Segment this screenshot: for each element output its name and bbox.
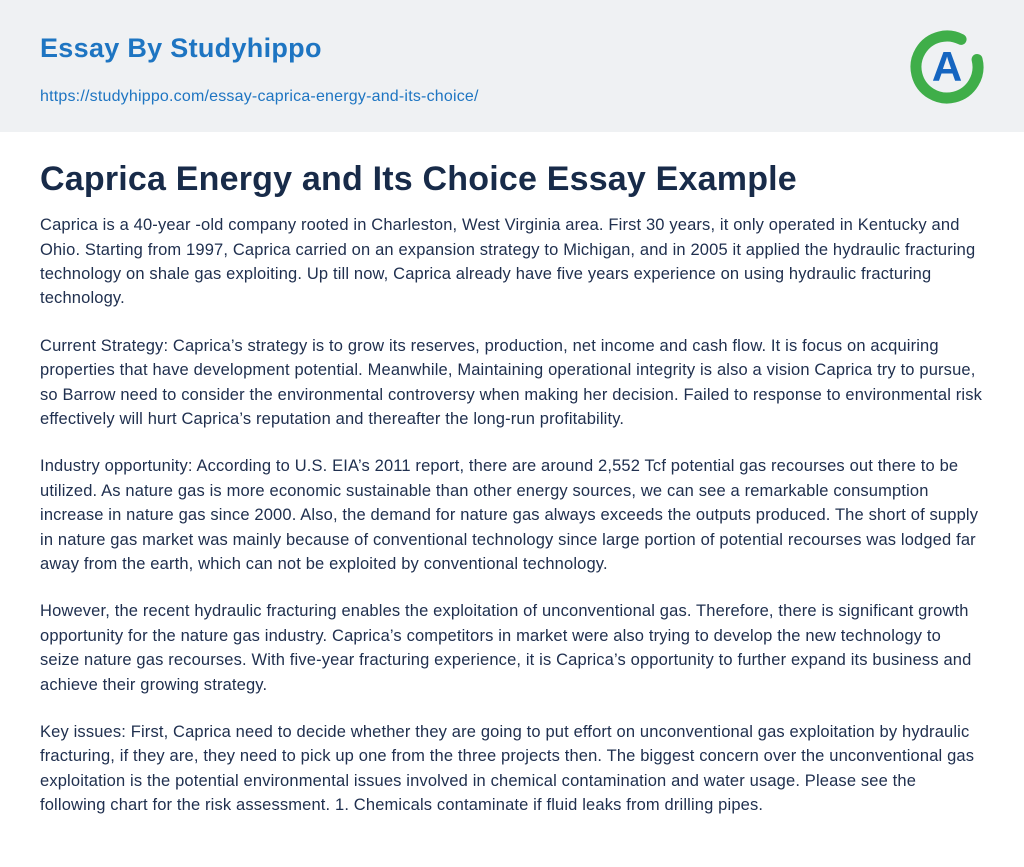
- article-title: Caprica Energy and Its Choice Essay Example: [40, 160, 797, 198]
- article-body: [40, 213, 984, 818]
- paragraph: Current Strategy: Caprica’s strategy is to grow its reserves, production, net income and cash flow. It is focus on acquiring properties that have development potential. Meanwhile, Maintaining operational integrity is also a vision Caprica try to pursue, so Barrow need to consider the environmental controversy when making her decision. Failed to response to environmental risk effectively will hurt Caprica’s reputation and thereafter the long-run profitability.: [40, 336, 983, 428]
- site-title: Essay By Studyhippo: [40, 33, 322, 63]
- source-url-link[interactable]: https://studyhippo.com/essay-caprica-energy-and-its-choice/: [40, 87, 479, 105]
- article-content: [0, 132, 1024, 860]
- paragraph: Caprica is a 40-year -old company rooted in Charleston, West Virginia area. First 30 years, it only operated in Kentucky and Ohio. Starting from 1997, Caprica carried on an expansion strategy to Michigan, and in 2005 it applied the hydraulic fracturing technology on shale gas exploiting. Up till now, Caprica already have five years experience on using hydraulic fracturing technology.: [40, 216, 976, 308]
- paragraph: However, the recent hydraulic fracturing enables the exploitation of unconventional gas. Therefore, there is significant growth opportunity for the nature gas industry. Caprica’s competitors in market were also trying to develop the new technology to seize nature gas recourses. With five-year fracturing experience, it is Caprica’s opportunity to further expand its business and achieve their growing strategy.: [40, 602, 972, 694]
- header-text-block: [40, 34, 479, 106]
- paragraph: Key issues: First, Caprica need to decide whether they are going to put effort on unconventional gas exploitation by hydraulic fracturing, if they are, they need to pick up one from the three projects then. The biggest concern over the unconventional gas exploitation is the potential environmental issues involved in chemical contamination and water usage. Please see the following chart for the risk assessment. 1. Chemicals contaminate if fluid leaks from drilling pipes.: [40, 723, 975, 815]
- logo-letter: A: [931, 43, 963, 90]
- page-header: [0, 0, 1024, 132]
- studyhippo-logo-icon: [908, 28, 986, 106]
- paragraph: Industry opportunity: According to U.S. EIA’s 2011 report, there are around 2,552 Tcf potential gas recourses out there to be utilized. As nature gas is more economic sustainable than other energy sources, we can see a remarkable consumption increase in nature gas since 2000. Also, the demand for nature gas always exceeds the outputs produced. The short of supply in nature gas market was mainly because of conventional technology since large portion of potential recourses was lodged far away from the earth, which can not be exploited by conventional technology.: [40, 457, 979, 573]
